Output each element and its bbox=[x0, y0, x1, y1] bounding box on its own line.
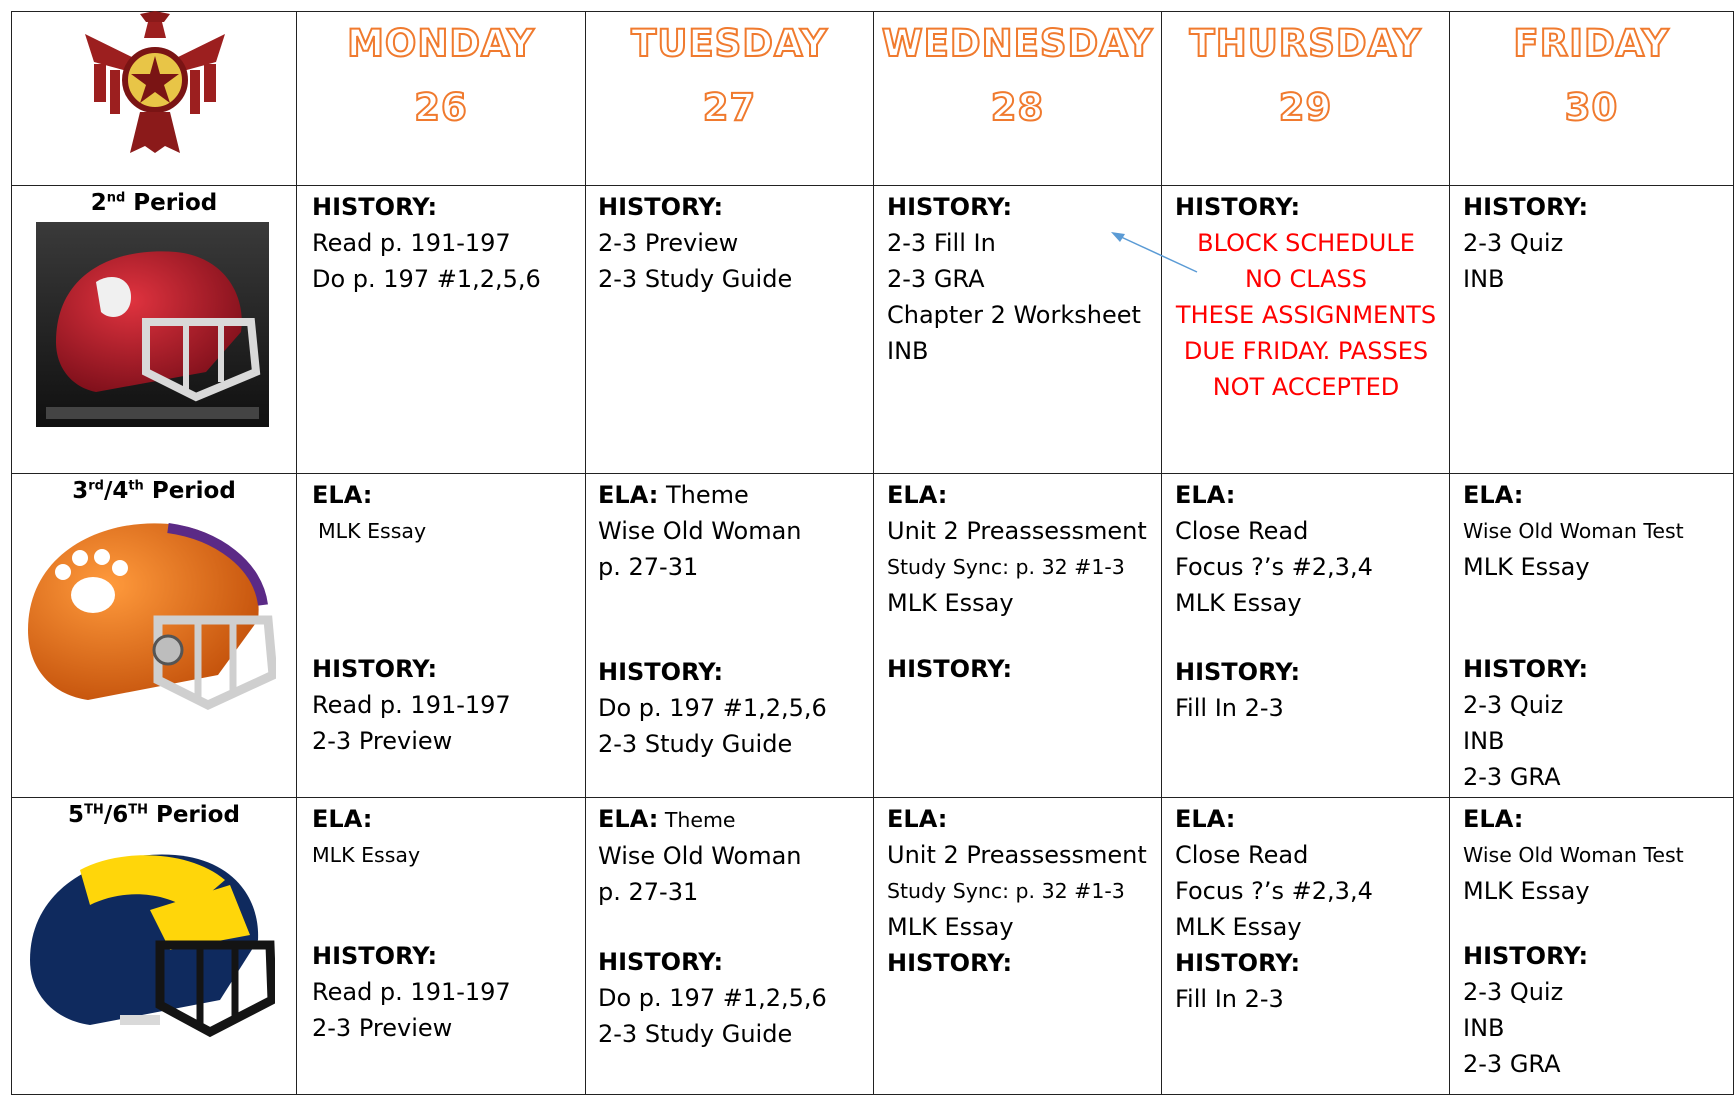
subject-heading: HISTORY: bbox=[1175, 193, 1301, 221]
assignment-line: 2-3 Study Guide bbox=[598, 265, 793, 293]
assignment-line: 2-3 Study Guide bbox=[598, 1020, 793, 1048]
assignment-line: MLK Essay bbox=[312, 843, 421, 867]
assignment-line: Study Sync: p. 32 #1-3 bbox=[887, 879, 1125, 903]
period-label-5th-6th: 5TH/6TH Period bbox=[68, 802, 240, 828]
assignment-line: Study Sync: p. 32 #1-3 bbox=[887, 555, 1125, 579]
table-border bbox=[873, 11, 874, 1095]
notice-line: DUE FRIDAY. PASSES bbox=[1183, 337, 1429, 365]
subject-heading: HISTORY: bbox=[312, 193, 438, 221]
cell-2nd-monday bbox=[312, 189, 541, 297]
assignment-line: MLK Essay bbox=[318, 519, 427, 543]
day-name: THURSDAY bbox=[1189, 22, 1422, 65]
cell-2nd-thursday bbox=[1175, 189, 1437, 405]
cell-2nd-wednesday bbox=[887, 189, 1141, 369]
cell-3rd4th-thursday-history bbox=[1175, 654, 1300, 726]
day-number: 29 bbox=[1278, 86, 1333, 129]
subject-heading: HISTORY: bbox=[312, 942, 438, 970]
table-border bbox=[11, 11, 12, 1095]
subject-heading: ELA: bbox=[887, 481, 948, 509]
assignment-line: Wise Old Woman Test bbox=[1463, 519, 1684, 543]
cell-3rd4th-thursday bbox=[1175, 477, 1373, 621]
red-bulldog-helmet-icon bbox=[36, 222, 269, 427]
assignment-line: 2-3 Preview bbox=[312, 1014, 453, 1042]
assignment-line: Wise Old Woman bbox=[598, 842, 802, 870]
assignment-line: 2-3 GRA bbox=[887, 265, 985, 293]
assignment-line: 2-3 Quiz bbox=[1463, 229, 1564, 257]
assignment-line: p. 27-31 bbox=[598, 553, 699, 581]
cell-5th6th-tuesday-history bbox=[598, 944, 827, 1052]
cell-5th6th-thursday bbox=[1175, 801, 1373, 1017]
orange-paw-helmet-icon bbox=[18, 510, 276, 715]
assignment-line: MLK Essay bbox=[1463, 553, 1590, 581]
assignment-line: Close Read bbox=[1175, 841, 1309, 869]
assignment-line: 2-3 GRA bbox=[1463, 763, 1561, 791]
cell-5th6th-monday-history bbox=[312, 938, 511, 1046]
cell-5th6th-wednesday bbox=[887, 801, 1147, 981]
subject-heading: HISTORY: bbox=[1463, 193, 1589, 221]
subject-heading: ELA: bbox=[1463, 805, 1524, 833]
day-header-friday bbox=[1450, 12, 1733, 140]
table-border bbox=[1161, 11, 1162, 1095]
assignment-line: Focus ?’s #2,3,4 bbox=[1175, 877, 1373, 905]
cell-3rd4th-wednesday-history bbox=[887, 651, 1012, 687]
assignment-line: MLK Essay bbox=[1463, 877, 1590, 905]
day-name: FRIDAY bbox=[1513, 22, 1670, 65]
subject-heading: ELA: bbox=[312, 481, 373, 509]
subject-heading: ELA: bbox=[598, 805, 659, 833]
subject-heading: ELA: bbox=[1175, 481, 1236, 509]
subject-heading: HISTORY: bbox=[1175, 658, 1301, 686]
notice-line: THESE ASSIGNMENTS bbox=[1175, 301, 1437, 329]
subject-topic: Theme bbox=[658, 808, 736, 832]
subject-heading: HISTORY: bbox=[598, 658, 724, 686]
subject-heading: HISTORY: bbox=[1463, 942, 1589, 970]
assignment-line: INB bbox=[1463, 727, 1505, 755]
subject-heading: HISTORY: bbox=[887, 949, 1013, 977]
cell-3rd4th-monday bbox=[312, 477, 426, 549]
subject-heading: ELA: bbox=[312, 805, 373, 833]
subject-topic: Theme bbox=[658, 481, 749, 509]
assignment-line: Read p. 191-197 bbox=[312, 229, 511, 257]
assignment-line: Unit 2 Preassessment bbox=[887, 517, 1147, 545]
assignment-line: Do p. 197 #1,2,5,6 bbox=[598, 694, 827, 722]
cell-3rd4th-wednesday bbox=[887, 477, 1147, 621]
navy-yellow-helmet-icon bbox=[20, 840, 275, 1045]
table-border bbox=[11, 797, 1734, 798]
cell-3rd4th-monday-history bbox=[312, 651, 511, 759]
thunderbird-logo bbox=[80, 8, 230, 158]
assignment-line: 2-3 Quiz bbox=[1463, 978, 1564, 1006]
assignment-line: 2-3 Study Guide bbox=[598, 730, 793, 758]
assignment-line: 2-3 Preview bbox=[312, 727, 453, 755]
assignment-line: MLK Essay bbox=[1175, 589, 1302, 617]
day-header-thursday bbox=[1162, 12, 1449, 140]
cell-3rd4th-friday-history bbox=[1463, 651, 1588, 795]
table-border bbox=[585, 11, 586, 1095]
cell-5th6th-tuesday bbox=[598, 801, 802, 910]
subject-heading: HISTORY: bbox=[598, 193, 724, 221]
subject-heading: HISTORY: bbox=[887, 655, 1013, 683]
assignment-line: Chapter 2 Worksheet bbox=[887, 301, 1141, 329]
annotation-arrow-icon bbox=[1105, 228, 1205, 276]
day-name: TUESDAY bbox=[631, 22, 828, 65]
period-label-3rd-4th: 3rd/4th Period bbox=[72, 478, 236, 504]
assignment-line: INB bbox=[887, 337, 929, 365]
table-border bbox=[11, 473, 1734, 474]
assignment-line: INB bbox=[1463, 1014, 1505, 1042]
day-header-monday bbox=[297, 12, 585, 140]
notice-line: NOT ACCEPTED bbox=[1212, 373, 1400, 401]
assignment-line: MLK Essay bbox=[1175, 913, 1302, 941]
assignment-line: Focus ?’s #2,3,4 bbox=[1175, 553, 1373, 581]
cell-3rd4th-tuesday-history bbox=[598, 654, 827, 762]
subject-heading: ELA: bbox=[598, 481, 659, 509]
subject-heading: HISTORY: bbox=[312, 655, 438, 683]
assignment-line: Read p. 191-197 bbox=[312, 691, 511, 719]
assignment-line: Do p. 197 #1,2,5,6 bbox=[312, 265, 541, 293]
day-name: WEDNESDAY bbox=[881, 22, 1154, 65]
assignment-line: Fill In 2-3 bbox=[1175, 985, 1284, 1013]
day-number: 26 bbox=[414, 86, 468, 129]
assignment-line: p. 27-31 bbox=[598, 878, 699, 906]
table-border bbox=[1449, 11, 1450, 1095]
cell-5th6th-friday-history bbox=[1463, 938, 1588, 1082]
day-number: 28 bbox=[990, 86, 1045, 129]
day-header-wednesday bbox=[874, 12, 1161, 140]
day-number: 27 bbox=[702, 86, 757, 129]
subject-heading: ELA: bbox=[1175, 805, 1236, 833]
assignment-line: 2-3 Preview bbox=[598, 229, 739, 257]
assignment-line: 2-3 Quiz bbox=[1463, 691, 1564, 719]
cell-5th6th-monday bbox=[312, 801, 420, 873]
subject-heading: HISTORY: bbox=[887, 193, 1013, 221]
cell-2nd-tuesday bbox=[598, 189, 792, 297]
assignment-line: Read p. 191-197 bbox=[312, 978, 511, 1006]
subject-heading: ELA: bbox=[1463, 481, 1524, 509]
assignment-line: MLK Essay bbox=[887, 589, 1014, 617]
day-number: 30 bbox=[1564, 86, 1619, 129]
notice-line: NO CLASS bbox=[1244, 265, 1368, 293]
cell-3rd4th-friday bbox=[1463, 477, 1684, 585]
cell-2nd-friday bbox=[1463, 189, 1588, 297]
cell-5th6th-friday bbox=[1463, 801, 1684, 909]
assignment-line: Wise Old Woman bbox=[598, 517, 802, 545]
assignment-line: 2-3 GRA bbox=[1463, 1050, 1561, 1078]
notice-line: BLOCK SCHEDULE bbox=[1197, 229, 1415, 257]
assignment-line: INB bbox=[1463, 265, 1505, 293]
subject-heading: HISTORY: bbox=[598, 948, 724, 976]
assignment-line: Fill In 2-3 bbox=[1175, 694, 1284, 722]
assignment-line: Unit 2 Preassessment bbox=[887, 841, 1147, 869]
subject-heading: ELA: bbox=[887, 805, 948, 833]
assignment-line: Close Read bbox=[1175, 517, 1309, 545]
assignment-line: 2-3 Fill In bbox=[887, 229, 996, 257]
subject-heading: HISTORY: bbox=[1463, 655, 1589, 683]
period-label-2nd: 2nd Period bbox=[90, 190, 218, 216]
table-border bbox=[296, 11, 297, 1095]
day-header-tuesday bbox=[586, 12, 873, 140]
assignment-line: Do p. 197 #1,2,5,6 bbox=[598, 984, 827, 1012]
assignment-line: MLK Essay bbox=[887, 913, 1014, 941]
assignment-line: Wise Old Woman Test bbox=[1463, 843, 1684, 867]
day-name: MONDAY bbox=[347, 22, 535, 65]
table-border bbox=[11, 185, 1734, 186]
cell-3rd4th-tuesday bbox=[598, 477, 802, 585]
subject-heading: HISTORY: bbox=[1175, 949, 1301, 977]
